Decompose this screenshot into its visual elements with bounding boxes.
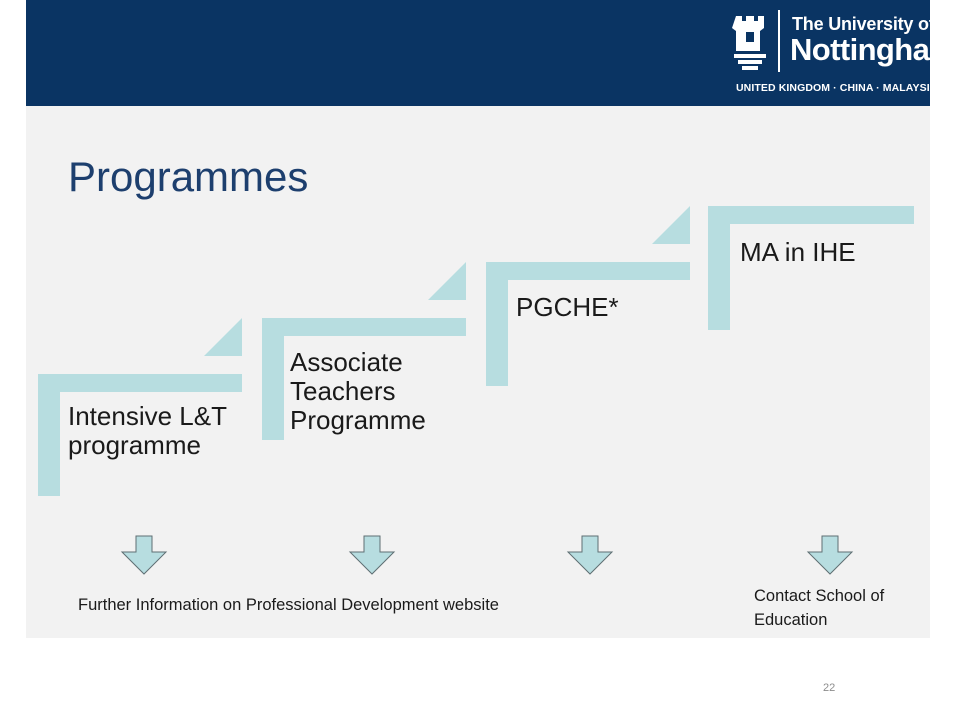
logo-divider [778, 10, 780, 72]
professional-development-link[interactable]: Further Information on Professional Development website [78, 596, 499, 614]
logo-university-of: The University of [792, 14, 935, 34]
slide-number: 22 [823, 682, 836, 694]
step-label-pgche: PGCHE* [516, 292, 619, 322]
page-title: Programmes [68, 153, 309, 200]
contact-school-link[interactable]: Contact School of Education [754, 587, 885, 629]
step-label-associate: Associate Teachers Programme [290, 347, 426, 435]
logo-tagline: UNITED KINGDOM · CHINA · MALAYSIA [736, 82, 938, 94]
logo-nottingham: Nottingham [790, 32, 957, 67]
university-logo[interactable] [706, 6, 957, 100]
header-banner [26, 0, 957, 106]
step-label-ma: MA in IHE [740, 237, 856, 267]
castle-crest-icon [732, 14, 768, 72]
step-label-intensive: Intensive L&T programme [68, 401, 227, 460]
